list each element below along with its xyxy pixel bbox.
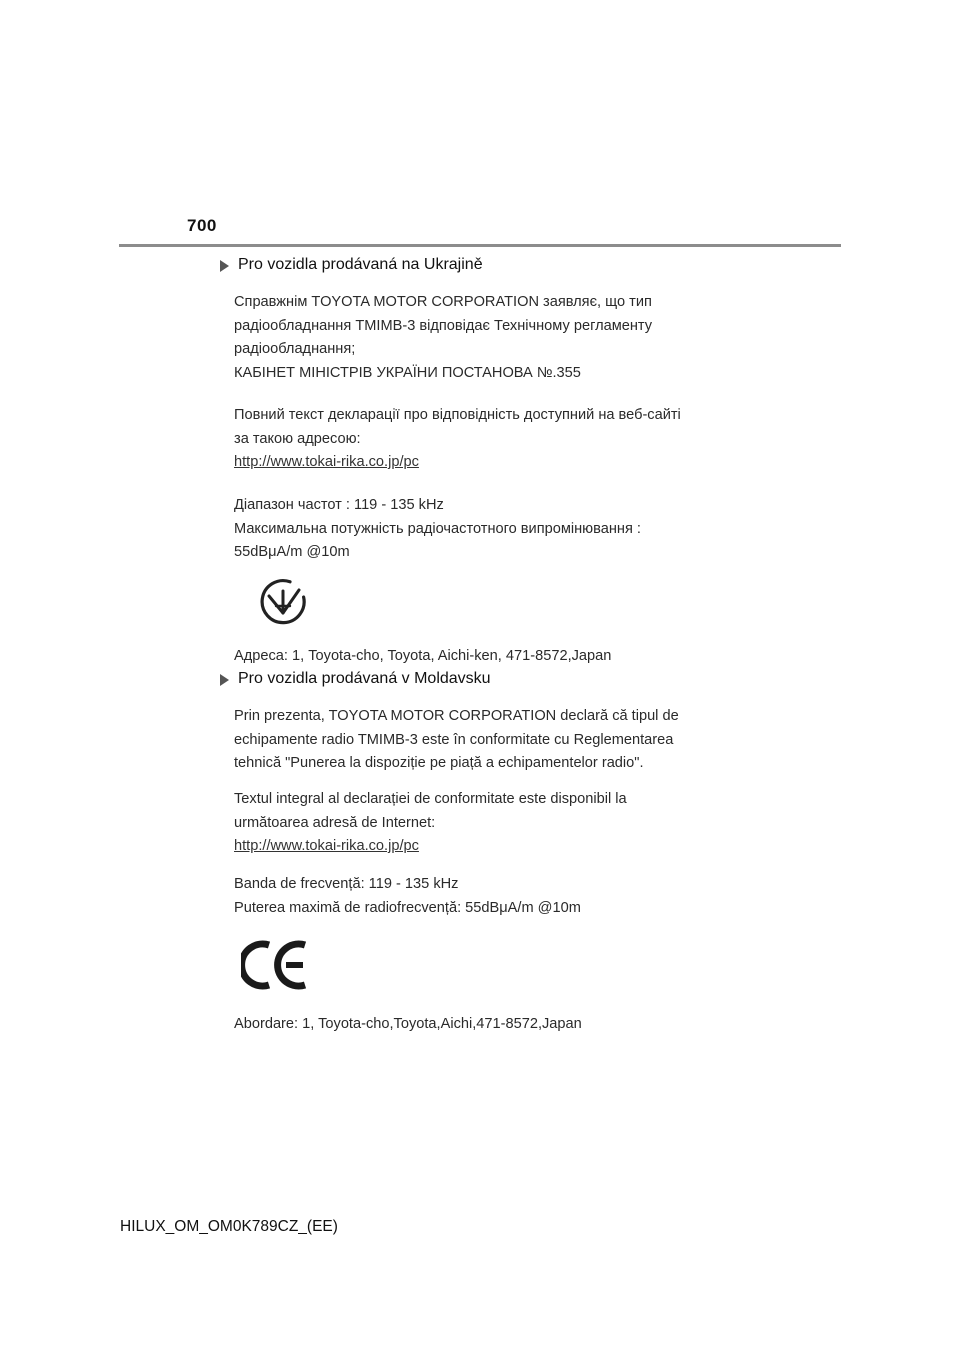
text-line: Діапазон частот : 119 - 135 kHz bbox=[234, 497, 444, 513]
ukraine-address: Адреса: 1, Toyota-cho, Toyota, Aichi-ken, 471-8572,Japan bbox=[234, 648, 612, 664]
ukraine-url-link[interactable]: http://www.tokai-rika.co.jp/pc bbox=[234, 454, 419, 470]
text-line: радіообладнання; bbox=[234, 341, 356, 357]
header-rule bbox=[119, 244, 841, 247]
moldova-url-link[interactable]: http://www.tokai-rika.co.jp/pc bbox=[234, 838, 419, 854]
ukraine-declaration bbox=[234, 291, 652, 385]
text-line: за такою адресою: bbox=[234, 430, 361, 447]
moldova-address-block bbox=[234, 1013, 582, 1037]
text-line: tehnică "Punerea la dispoziție pe piață a echipamentelor radio". bbox=[234, 755, 644, 771]
text-line: Справжнім TOYOTA MOTOR CORPORATION заявляє, що тип bbox=[234, 294, 652, 310]
ce-mark-icon bbox=[241, 939, 311, 991]
text-line: Prin prezenta, TOYOTA MOTOR CORPORATION declară că tipul de bbox=[234, 708, 679, 724]
text-line: următoarea adresă de Internet: bbox=[234, 814, 436, 831]
text-line: Повний текст декларації про відповідність доступний на веб-сайті bbox=[234, 407, 681, 423]
page-number: 700 bbox=[187, 216, 217, 235]
text-line: echipamente radio TMIMB-3 este în conformitate cu Reglementarea bbox=[234, 731, 674, 748]
section-heading-text: Pro vozidla prodávaná na Ukrajině bbox=[238, 256, 483, 273]
text-line: КАБІНЕТ МІНІСТРІВ УКРАЇНИ ПОСТАНОВА №.355 bbox=[234, 364, 581, 381]
text-line: Puterea maximă de radiofrecvență: 55dBμA/m @10m bbox=[234, 899, 581, 916]
moldova-address: Abordare: 1, Toyota-cho,Toyota,Aichi,471-8572,Japan bbox=[234, 1016, 582, 1032]
ukrainian-conformity-mark-icon bbox=[259, 577, 307, 625]
text-line: 55dBμA/m @10m bbox=[234, 544, 350, 560]
text-line: Banda de frecvență: 119 - 135 kHz bbox=[234, 876, 459, 892]
moldova-declaration bbox=[234, 705, 679, 776]
triangle-bullet-icon bbox=[220, 674, 229, 686]
moldova-specs bbox=[234, 873, 581, 920]
text-line: Textul integral al declarației de conformitate este disponibil la bbox=[234, 791, 627, 807]
section-heading-ukraine bbox=[220, 256, 483, 274]
text-line: радіообладнання TMIMB-3 відповідає Технічному регламенту bbox=[234, 317, 653, 334]
triangle-bullet-icon bbox=[220, 260, 229, 272]
document-code: HILUX_OM_OM0K789CZ_(EE) bbox=[120, 1218, 338, 1235]
text-line: Максимальна потужність радіочастотного випромінювання : bbox=[234, 520, 641, 537]
ukraine-fulltext bbox=[234, 404, 681, 475]
moldova-fulltext bbox=[234, 788, 627, 859]
section-heading-text: Pro vozidla prodávaná v Moldavsku bbox=[238, 670, 491, 687]
ukraine-specs bbox=[234, 494, 641, 565]
ukraine-address-block bbox=[234, 645, 611, 669]
section-heading-moldova bbox=[220, 670, 491, 688]
